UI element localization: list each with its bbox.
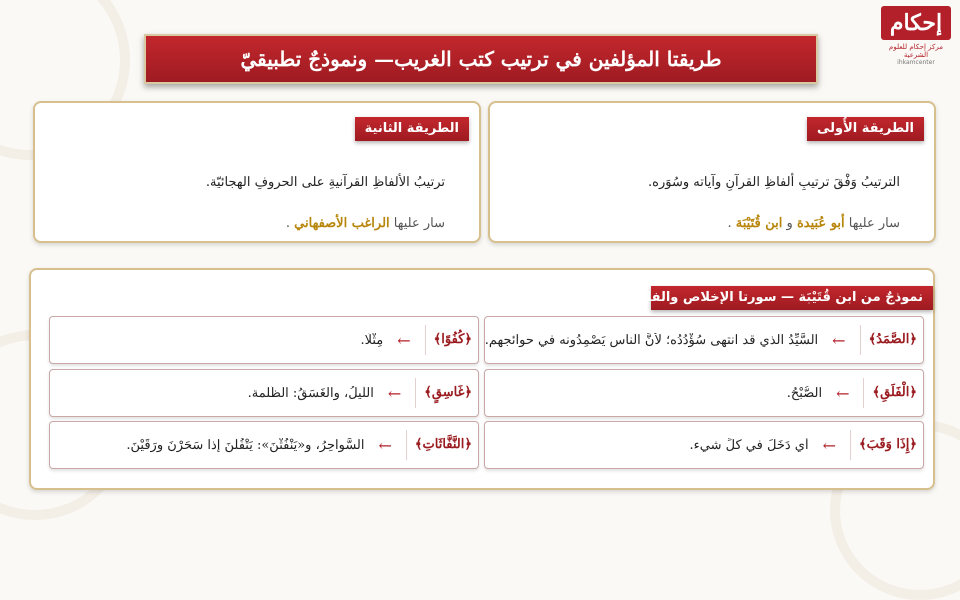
method-two-description: ترتيبُ الألفاظِ القرآنيةِ على الحروفِ الهجائيّة.: [205, 175, 445, 190]
arrow-left-icon: ←: [822, 435, 836, 455]
method-one-card: [488, 101, 936, 243]
gloss-row: [49, 369, 479, 417]
gloss-row: [484, 421, 924, 469]
gloss-row: [49, 421, 479, 469]
arrow-left-icon: ←: [378, 435, 392, 455]
conjunction: و: [786, 216, 793, 231]
quran-term: ﴿غَاسِقٍ﴾: [415, 378, 472, 408]
logo-wordmark: إحكام: [881, 6, 951, 40]
arrow-left-icon: ←: [836, 383, 850, 403]
arrow-left-icon: ←: [397, 330, 411, 350]
method-one-note: [727, 216, 900, 231]
example-label: نموذجٌ من ابن قُتَيْبَة — سورتا الإخلاص والفلق: [651, 286, 933, 310]
term-meaning: الصُّبْحُ.: [786, 385, 823, 401]
quran-term: ﴿الْفَلَقِ﴾: [863, 378, 917, 408]
gloss-row: [484, 316, 924, 364]
method-one-description: الترتيبُ وَفْقَ ترتيبِ ألفاظِ القرآنِ وآياته وسُوَره.: [648, 175, 900, 190]
arrow-left-icon: ←: [387, 383, 402, 403]
method-one-label: الطريقة الأُولى: [807, 117, 924, 141]
author-abu-ubayda: أبو عُبَيدة: [796, 216, 845, 231]
author-raghib: الراغب الأصفهاني: [294, 216, 390, 231]
term-meaning: السَّواحِرُ، و«يَنْفُثْنَ»: يَتْفُلْنَ إذا سَحَرْنَ ورَقَيْنَ.: [126, 437, 365, 453]
note-prefix: سار عليها: [848, 216, 900, 231]
quran-term: ﴿النَّفَّاثَاتِ﴾: [406, 430, 472, 460]
note-end: .: [727, 216, 732, 231]
note-end: .: [285, 216, 291, 231]
quran-term: ﴿إِذَا وَقَبَ﴾: [850, 430, 917, 460]
logo: [876, 6, 956, 66]
quran-term: ﴿كُفُوًا﴾: [425, 325, 472, 355]
logo-subtitle: مركز إحكام للعلوم الشرعية: [889, 43, 943, 59]
quran-term: ﴿الصَّمَدُ﴾: [860, 325, 917, 355]
term-meaning: مِثْلًا.: [360, 332, 384, 348]
note-prefix: سار عليها: [393, 216, 445, 231]
slide-title: طريقتا المؤلفين في ترتيب كتب الغريب— ونموذجٌ تطبيقيّ: [144, 34, 818, 84]
method-two-note: [286, 216, 445, 231]
term-meaning: أي دَخَلَ في كلِّ شيء.: [689, 437, 809, 453]
method-two-card: [33, 101, 481, 243]
arrow-left-icon: ←: [832, 330, 846, 350]
gloss-row: [484, 369, 924, 417]
term-meaning: السَّيِّدُ الذي قد انتهى سُؤْدُدُه؛ لأنَّ الناس يَصْمِدُونه في حوائجهم.: [485, 332, 819, 348]
logo-tagline: ihkamcenter: [897, 59, 935, 66]
gloss-row: [49, 316, 479, 364]
term-meaning: اللَّيلُ، والغَسَقُ: الظُّلمة.: [247, 385, 374, 401]
method-two-label: الطريقة الثانية: [355, 117, 469, 141]
author-ibn-qutayba: ابن قُتَيْبَة: [735, 216, 783, 231]
